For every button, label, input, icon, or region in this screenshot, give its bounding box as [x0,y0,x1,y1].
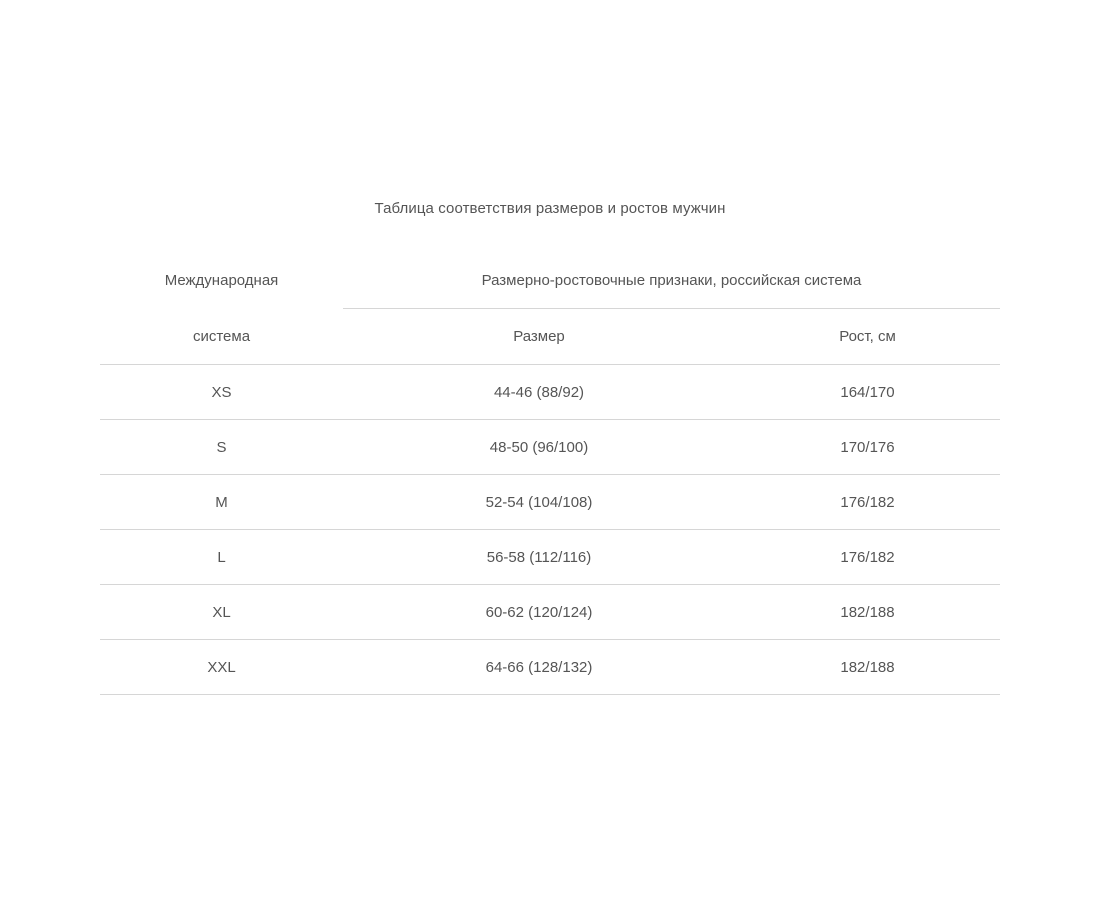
header-height: Рост, см [735,309,1000,365]
cell-intl: M [100,475,343,530]
cell-size: 48-50 (96/100) [343,420,735,475]
cell-intl: L [100,530,343,585]
cell-height: 182/188 [735,585,1000,640]
header-row-top [100,253,1000,309]
header-intl-line1: Международная [164,272,279,290]
header-row-bottom [100,309,1000,365]
cell-intl: XL [100,585,343,640]
cell-height: 176/182 [735,530,1000,585]
cell-height: 176/182 [735,475,1000,530]
cell-intl: XXL [100,640,343,695]
table-title: Таблица соответствия размеров и ростов мужчин [374,200,726,217]
cell-size: 64-66 (128/132) [343,640,735,695]
header-intl-line2: система [100,309,343,365]
table-row [100,640,1000,695]
header-size: Размер [343,309,735,365]
header-group-russian: Размерно-ростовочные признаки, российская система [343,253,1000,309]
table-row [100,420,1000,475]
table-row [100,475,1000,530]
table-row [100,365,1000,420]
table-row [100,530,1000,585]
cell-size: 52-54 (104/108) [343,475,735,530]
cell-intl: XS [100,365,343,420]
cell-height: 170/176 [735,420,1000,475]
size-table [100,253,1000,695]
cell-intl: S [100,420,343,475]
cell-size: 56-58 (112/116) [343,530,735,585]
table-row [100,585,1000,640]
cell-size: 60-62 (120/124) [343,585,735,640]
cell-height: 182/188 [735,640,1000,695]
cell-size: 44-46 (88/92) [343,365,735,420]
cell-height: 164/170 [735,365,1000,420]
